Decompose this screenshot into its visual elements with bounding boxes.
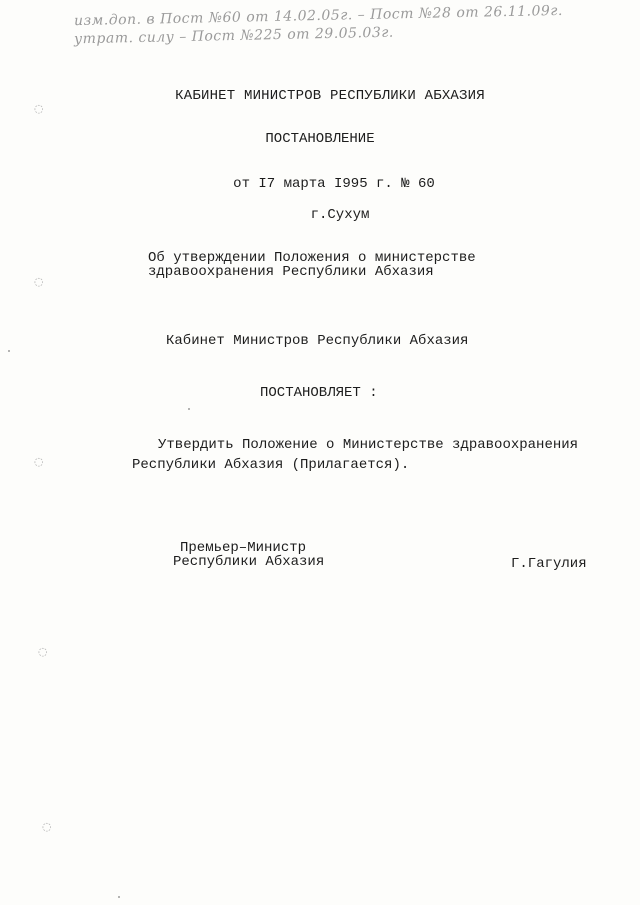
preamble: Кабинет Министров Республики Абхазия xyxy=(166,333,469,349)
document-date-number: от I7 марта I995 г. № 60 xyxy=(233,176,435,192)
document-type: ПОСТАНОВЛЕНИЕ xyxy=(265,131,375,147)
resolves-heading: ПОСТАНОВЛЯЕТ : xyxy=(260,385,378,401)
punch-hole-mark: ◌ xyxy=(34,275,44,288)
scan-speck xyxy=(118,896,120,898)
document-city: г.Сухум xyxy=(310,207,370,223)
punch-hole-mark: ◌ xyxy=(34,102,44,115)
signatory-title-line-2: Республики Абхазия xyxy=(173,554,325,570)
scan-speck xyxy=(188,408,190,410)
handwritten-note-line-2: утрат. силу – Пост №225 от 29.05.03г. xyxy=(73,24,394,48)
scan-speck xyxy=(8,350,10,352)
resolution-line-1: Утвердить Положение о Министерстве здравоохранения xyxy=(158,437,579,453)
punch-hole-mark: ◌ xyxy=(34,455,44,468)
punch-hole-mark: ◌ xyxy=(38,645,48,658)
signatory-title-line-1: Премьер–Министр xyxy=(180,540,307,556)
subject-line-2: здравоохранения Республики Абхазия xyxy=(148,264,434,280)
signatory-name: Г.Гагулия xyxy=(511,556,587,572)
issuing-body: КАБИНЕТ МИНИСТРОВ РЕСПУБЛИКИ АБХАЗИЯ xyxy=(175,88,485,104)
resolution-line-2: Республики Абхазия (Прилагается). xyxy=(132,457,410,473)
punch-hole-mark: ◌ xyxy=(42,820,52,833)
handwritten-note-line-1: изм.доп. в Пост №60 от 14.02.05г. – Пост №28 от 26.11.09г. xyxy=(73,2,564,30)
subject-line-1: Об утверждении Положения о министерстве xyxy=(148,250,476,266)
